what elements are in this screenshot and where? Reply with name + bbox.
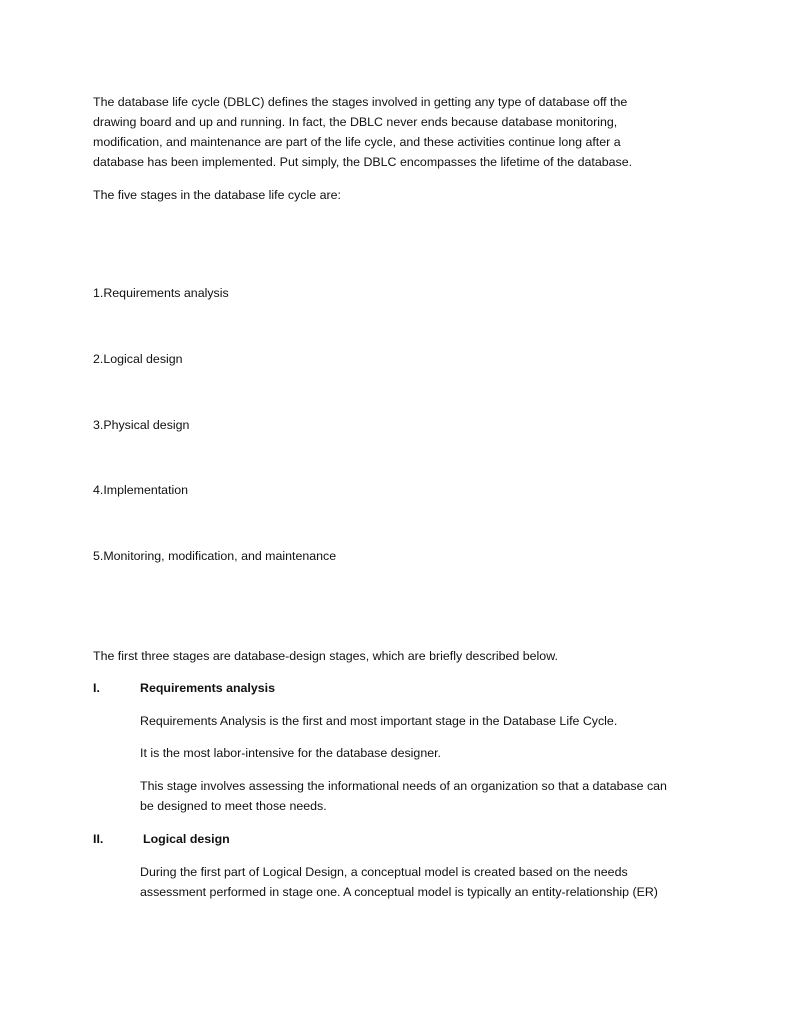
stage-item: 4.Implementation [93, 483, 189, 497]
stage-item: 3.Physical design [93, 418, 190, 432]
section-paragraph: Requirements Analysis is the first and most important stage in the Database Life Cycle. [140, 714, 618, 728]
stage-item: 2.Logical design [93, 352, 183, 366]
section-paragraph-line: assessment performed in stage one. A conceptual model is typically an entity-relationship (ER) [140, 885, 658, 899]
stage-item: 5.Monitoring, modification, and maintenance [93, 549, 337, 563]
section-heading: Logical design [143, 832, 230, 846]
design-intro: The first three stages are database-design stages, which are briefly described below. [93, 649, 558, 663]
intro-line-3: modification, and maintenance are part of the life cycle, and these activities continue long after a [93, 135, 621, 149]
stage-item: 1.Requirements analysis [93, 286, 229, 300]
section-numeral: I. [93, 681, 100, 695]
section-heading: Requirements analysis [140, 681, 275, 695]
section-paragraph-line: be designed to meet those needs. [140, 799, 327, 813]
section-paragraph: It is the most labor-intensive for the database designer. [140, 746, 441, 760]
stages-intro: The five stages in the database life cycle are: [93, 188, 341, 202]
intro-line-2: drawing board and up and running. In fact, the DBLC never ends because database monitoring, [93, 115, 618, 129]
intro-line-1: The database life cycle (DBLC) defines the stages involved in getting any type of database off the [93, 95, 628, 109]
intro-line-4: database has been implemented. Put simply, the DBLC encompasses the lifetime of the database. [93, 155, 633, 169]
section-paragraph-line: This stage involves assessing the informational needs of an organization so that a database can [140, 779, 667, 793]
section-paragraph-line: During the first part of Logical Design, a conceptual model is created based on the needs [140, 865, 628, 879]
section-numeral: II. [93, 832, 104, 846]
